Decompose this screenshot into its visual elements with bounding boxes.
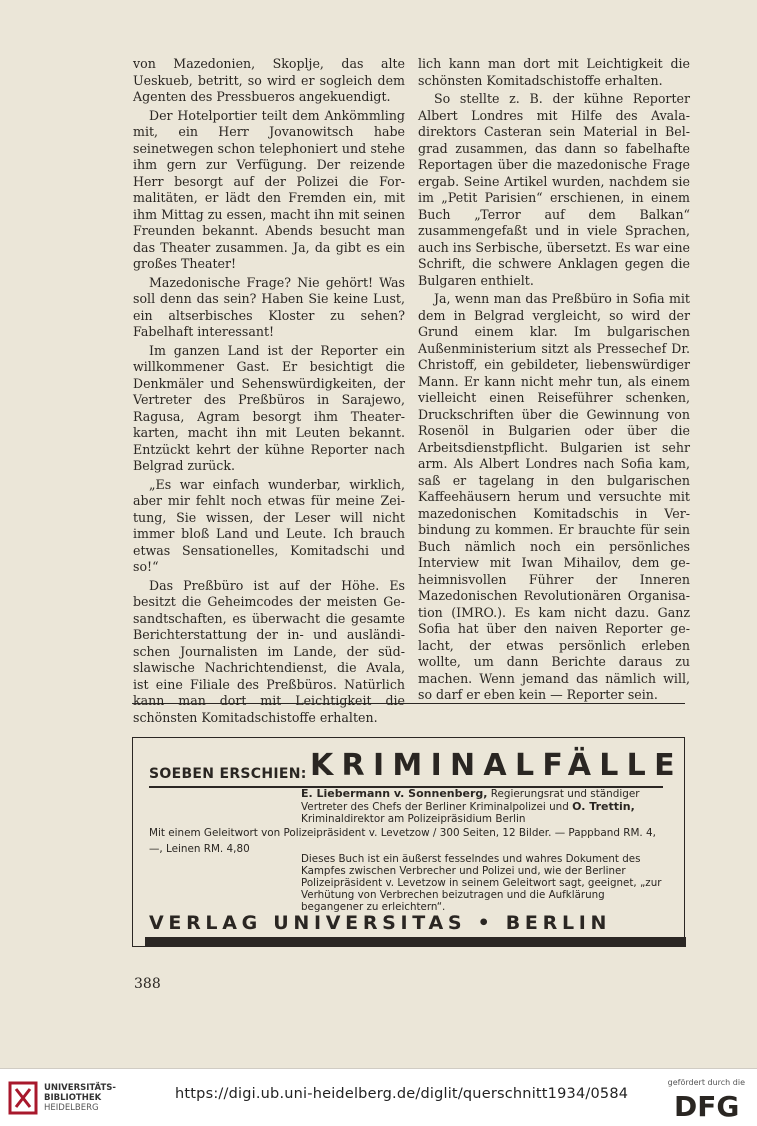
article-paragraph: „Es war einfach wunderbar, wirklich, aber mir fehlt noch etwas für meine Zeitung, Sie wissen, der Leser will nicht immer bloß Land und Leute. Ich brauch etwas Sensationelles, Komitadschi und so!“ — [133, 476, 405, 574]
book-advertisement — [132, 737, 685, 947]
ad-author-role: Regierungsrat und ständiger Vertreter des Chefs der Berliner Kriminalpolizei und — [301, 788, 640, 813]
institution-line: UNIVERSITÄTS- — [44, 1083, 116, 1093]
ad-publisher: VERLAG UNIVERSITAS • BERLIN — [149, 912, 612, 934]
ad-foreword-price: Mit einem Geleitwort von Polizeipräsident v. Levetzow / 300 Seiten, 12 Bilder. — Pappband RM. 4,—, Leinen RM. 4,80 — [149, 827, 656, 855]
dfg-logo-text: DFG — [674, 1091, 740, 1119]
ad-title: KRIMINALFÄLLE — [310, 748, 683, 783]
article-paragraph: Der Hotelportier teilt dem Ankömmling mit, ein Herr Jovanowitsch habe seinetwegen schon telephoniert und stehe ihm gern zur Verfügung. Der reizende Herr besorgt auf der Polizei die Formalitäten, er lädt den Fremden ein, mit ihm Mittag zu essen, macht ihn mit seinen Freunden bekannt. Abends besucht man das Theater zusammen. Ja, da gibt es ein großes Theater! — [133, 107, 405, 271]
institution-name — [44, 1083, 116, 1113]
article-left-column — [133, 56, 405, 726]
funded-by-label: gefördert durch die — [667, 1078, 745, 1087]
institution-line: HEIDELBERG — [44, 1103, 99, 1113]
article-paragraph: von Mazedonien, Skoplje, das alte Ueskueb, betritt, so wird er sogleich dem Agenten des Pressbueros angekuendigt. — [133, 56, 405, 104]
page-number: 388 — [134, 976, 161, 992]
article-paragraph: So stellte z. B. der kühne Reporter Albert Londres mit Hilfe des Avaladirektors Casteran sein Material in Belgrad zusammen, das dann so fabelhafte Reportagen über die mazedonische Frage ergab. Seine Artikel wurden, nachdem sie im „Petit Parisien“ erschienen, in einem Buch „Terror auf dem Balkan“ zusammengefaßt und in viele Sprachen, auch ins Serbische, übersetzt. Es war eine Schrift, die schwere Anklagen gegen die Bulgaren enthielt. — [418, 91, 691, 288]
article-paragraph: Mazedonische Frage? Nie gehört! Was soll denn das sein? Haben Sie keine Lust, ein altserbisches Kloster zu sehen? Fabelhaft interessant! — [133, 274, 405, 339]
ad-authors — [301, 788, 663, 826]
ad-description: Dieses Buch ist ein äußerst fesselndes und wahres Dokument des Kampfes zwischen Verbrecher und Polizei und, wie der Berliner Polizeipräsident v. Levetzow in seinem Geleitwort sagt, geeignet, „zur Verhütung von Verbrechen beizutragen und die Aufklärung begangener zu erleichtern“. — [301, 853, 662, 913]
ad-coauthor-role: Kriminaldirektor am Polizeipräsidium Berlin — [301, 813, 526, 825]
ad-bottom-bar — [145, 937, 686, 947]
article-paragraph: Ja, wenn man das Preßbüro in Sofia mit dem in Belgrad vergleicht, so wird der Grund einem klar. Im bulgarischen Außenministerium sitzt als Pressechef Dr. Christoff, ein gebildeter, liebenswürdiger Mann. Er kann nicht mehr tun, als einem vielleicht einen Reiseführer schenken, Druckschriften über die Gewinnung von Rosenöl in Bulgarien oder über die Arbeitsdienstpflicht. Bulgarien ist sehr arm. Als Albert Londres nach Sofia kam, saß er tagelang in den bulgarischen Kaffeehäusern herum und versuchte mit mazedonischen Komitadschis in Verbindung zu kommen. Er brauchte für sein Buch nämlich noch ein persönliches Interview mit Iwan Mihailov, dem geheimnisvollen Führer der Inneren Mazedonischen Revolutionären Organisation (IMRO.). Es kam nicht dazu. Ganz Sofia hat über den naiven Reporter gelacht, der etwas persönlich erleben wollte, um dann Berichte daraus zu machen. Wenn jemand das nämlich will, so darf er eben kein — Reporter sein. — [418, 291, 690, 702]
section-divider — [132, 703, 685, 704]
article-right-column — [418, 56, 690, 704]
ad-coauthor-name: O. Trettin, — [572, 799, 635, 813]
dfg-logo-icon — [674, 1091, 746, 1119]
article-paragraph: Das Preßbüro ist auf der Höhe. Es besitzt die Geheimcodes der meisten Gesandtschaften, es überwacht die gesamte Berichterstattung der in- und ausländischen Journalisten im Lande, der südslawische Nachrichtendienst, die Avala, ist eine Filiale des Preßbüros. Natürlich kann man dort mit Leichtigkeit die schönsten Komitadschistoffe erhalten. — [133, 577, 405, 725]
institution-line: BIBLIOTHEK — [44, 1093, 102, 1103]
viewer-footer — [0, 1068, 757, 1126]
ad-intro: SOEBEN ERSCHIEN: — [149, 766, 307, 782]
article-paragraph: Im ganzen Land ist der Reporter ein willkommener Gast. Er besichtigt die Denkmäler und Sehenswürdigkeiten, der Vertreter des Preßbüros in Sarajewo, Ragusa, Agram besorgt ihm Theaterkarten, macht ihn mit Leuten bekannt. Entzückt kehrt der kühne Reporter nach Belgrad zurück. — [133, 342, 405, 473]
university-logo-icon — [8, 1081, 38, 1115]
document-url[interactable]: https://digi.ub.uni-heidelberg.de/diglit/querschnitt1934/0584 — [175, 1086, 629, 1102]
article-paragraph: lich kann man dort mit Leichtigkeit die schönsten Komitadschistoffe erhalten. — [418, 56, 690, 88]
ad-header — [149, 748, 683, 784]
ad-author-name: E. Liebermann v. Sonnenberg, — [301, 787, 488, 800]
